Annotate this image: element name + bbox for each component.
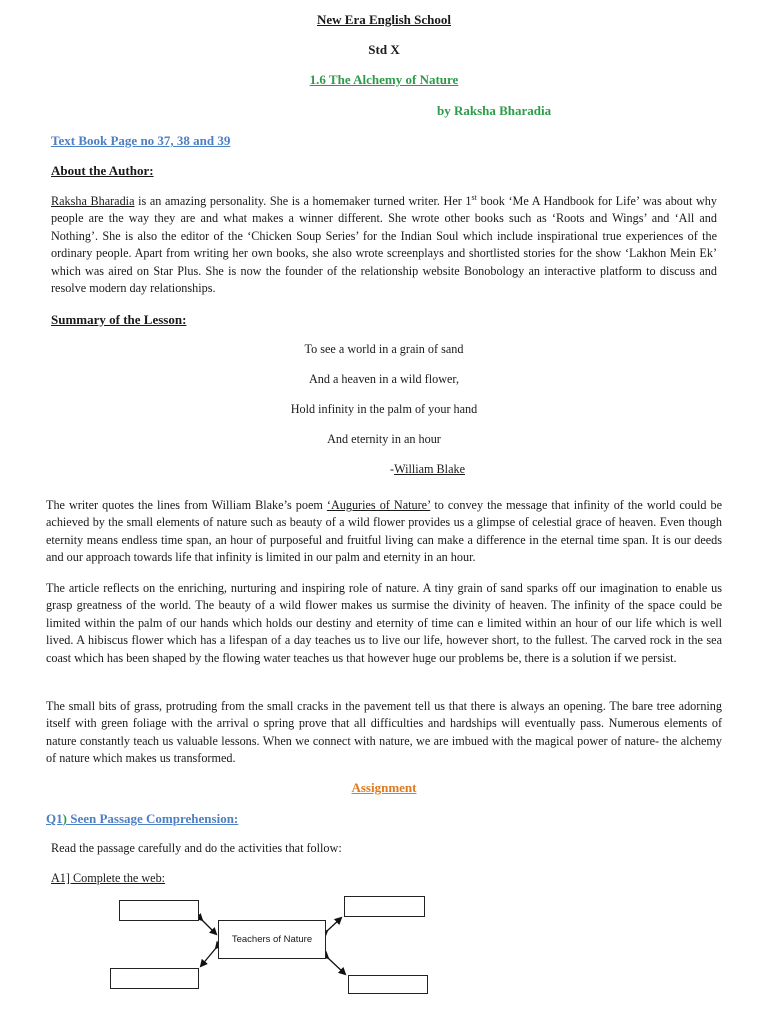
author-byline: by Raksha Bharadia — [437, 103, 552, 118]
web-answer-box-top-left[interactable] — [119, 900, 199, 921]
poem-title: ‘Auguries of Nature’ — [326, 498, 431, 512]
ordinal-superscript: st — [471, 192, 477, 202]
summary-heading: Summary of the Lesson: — [51, 312, 187, 327]
standard-label: Std X — [368, 42, 400, 57]
web-arrow-bottom-right — [328, 958, 345, 974]
poem-line: And a heaven in a wild flower, — [308, 372, 460, 386]
author-name: Raksha Bharadia — [51, 194, 135, 208]
summary-paragraph-3: The small bits of grass, protruding from the small cracks in the pavement tell us that there is always an opening. The bare tree adorning itself with green foliage with the arrival o spring prove that all difficulties and hardships will eventually pass. Numerous elements of nature constantly teach us valuable lessons. When we connect with nature, we are imbued with the magical power of nature- the alchemy of nature which makes us transformed. — [46, 699, 722, 766]
summary-paragraph-2: The article reflects on the enriching, nurturing and inspiring role of nature. A tiny grain of sand sparks off our imagination to enable us grasp greatness of the world. The beauty of a wild flower makes us surmise the divinity of heaven. The infinity of the space could be limited within the palm of our hands which holds our destiny and eternity of time can e limited within an hour of our life which is well lived. A hibiscus flower which has a lifespan of a day teaches us to live our life, however short, to the fullest. The carved rock in the sea coast which has been shaped by the flowing water teaches us that however huge our problems be, there is a solution if we persist. — [46, 581, 722, 665]
attribution-dash: - — [390, 462, 395, 476]
a1-label: A1] Complete the web: — [51, 871, 166, 885]
q1-paren: ) — [62, 811, 67, 826]
lesson-title: 1.6 The Alchemy of Nature — [309, 72, 459, 87]
web-answer-box-top-right[interactable] — [344, 896, 425, 917]
school-name: New Era English School — [317, 12, 451, 27]
web-center-box: Teachers of Nature — [218, 920, 326, 959]
about-author-heading: About the Author: — [51, 163, 154, 178]
poem-line: And eternity in an hour — [327, 432, 441, 446]
web-arrow-top-right — [327, 918, 341, 931]
textbook-pages-link[interactable]: Text Book Page no 37, 38 and 39 — [51, 133, 231, 148]
instruction-text: Read the passage carefully and do the activities that follow: — [51, 841, 342, 855]
web-arrow-top-left — [202, 920, 216, 934]
about-text-part-1: is an amazing personality. She is a homemaker turned writer. Her 1 — [134, 194, 472, 208]
about-text-part-2: book ‘Me A Handbook for Life’ was about why people are the way they are and what makes a winner different. She wrote other books such as ‘Roots and Wings’ and ‘All and Nothing’. She is also the editor of the ‘Chicken Soup Series’ for the Indian Soul which include inspirational true experiences of the ordinary people. Apart from writing her own books, she also wrote screenplays and shortlisted stories for the show ‘Lakhon Mein Ek’ which was aired on Star Plus. She is now the founder of the relationship website Bonobology an interactive platform to discuss and resolve modern day relationships. — [51, 194, 717, 296]
q1-prefix: Q1 — [46, 811, 63, 826]
web-answer-box-bottom-left[interactable] — [110, 968, 199, 989]
poem-line: Hold infinity in the palm of your hand — [290, 402, 478, 416]
assignment-heading: Assignment — [351, 780, 417, 795]
summary-p1-text-cont: to convey the message that infinity of the world could be achieved by the small elements of nature such as beauty of a wild flower provides us a glimpse of celestial grace of heaven. Even though eternity means endless time span, an hour of purposeful and fruitful living can make a difference in the eternal time span. It is our deeds and our approach towards life that infinity is limited in our palm and eternity in an hour. — [46, 498, 723, 565]
poem-line: To see a world in a grain of sand — [304, 342, 464, 356]
web-answer-box-bottom-right[interactable] — [348, 975, 428, 994]
web-arrow-bottom-left — [201, 948, 216, 966]
q1-title: Seen Passage Comprehension: — [66, 811, 239, 826]
summary-p1-text: The writer quotes the lines from William Blake’s poem — [46, 498, 327, 512]
poet-name: William Blake — [394, 462, 465, 476]
